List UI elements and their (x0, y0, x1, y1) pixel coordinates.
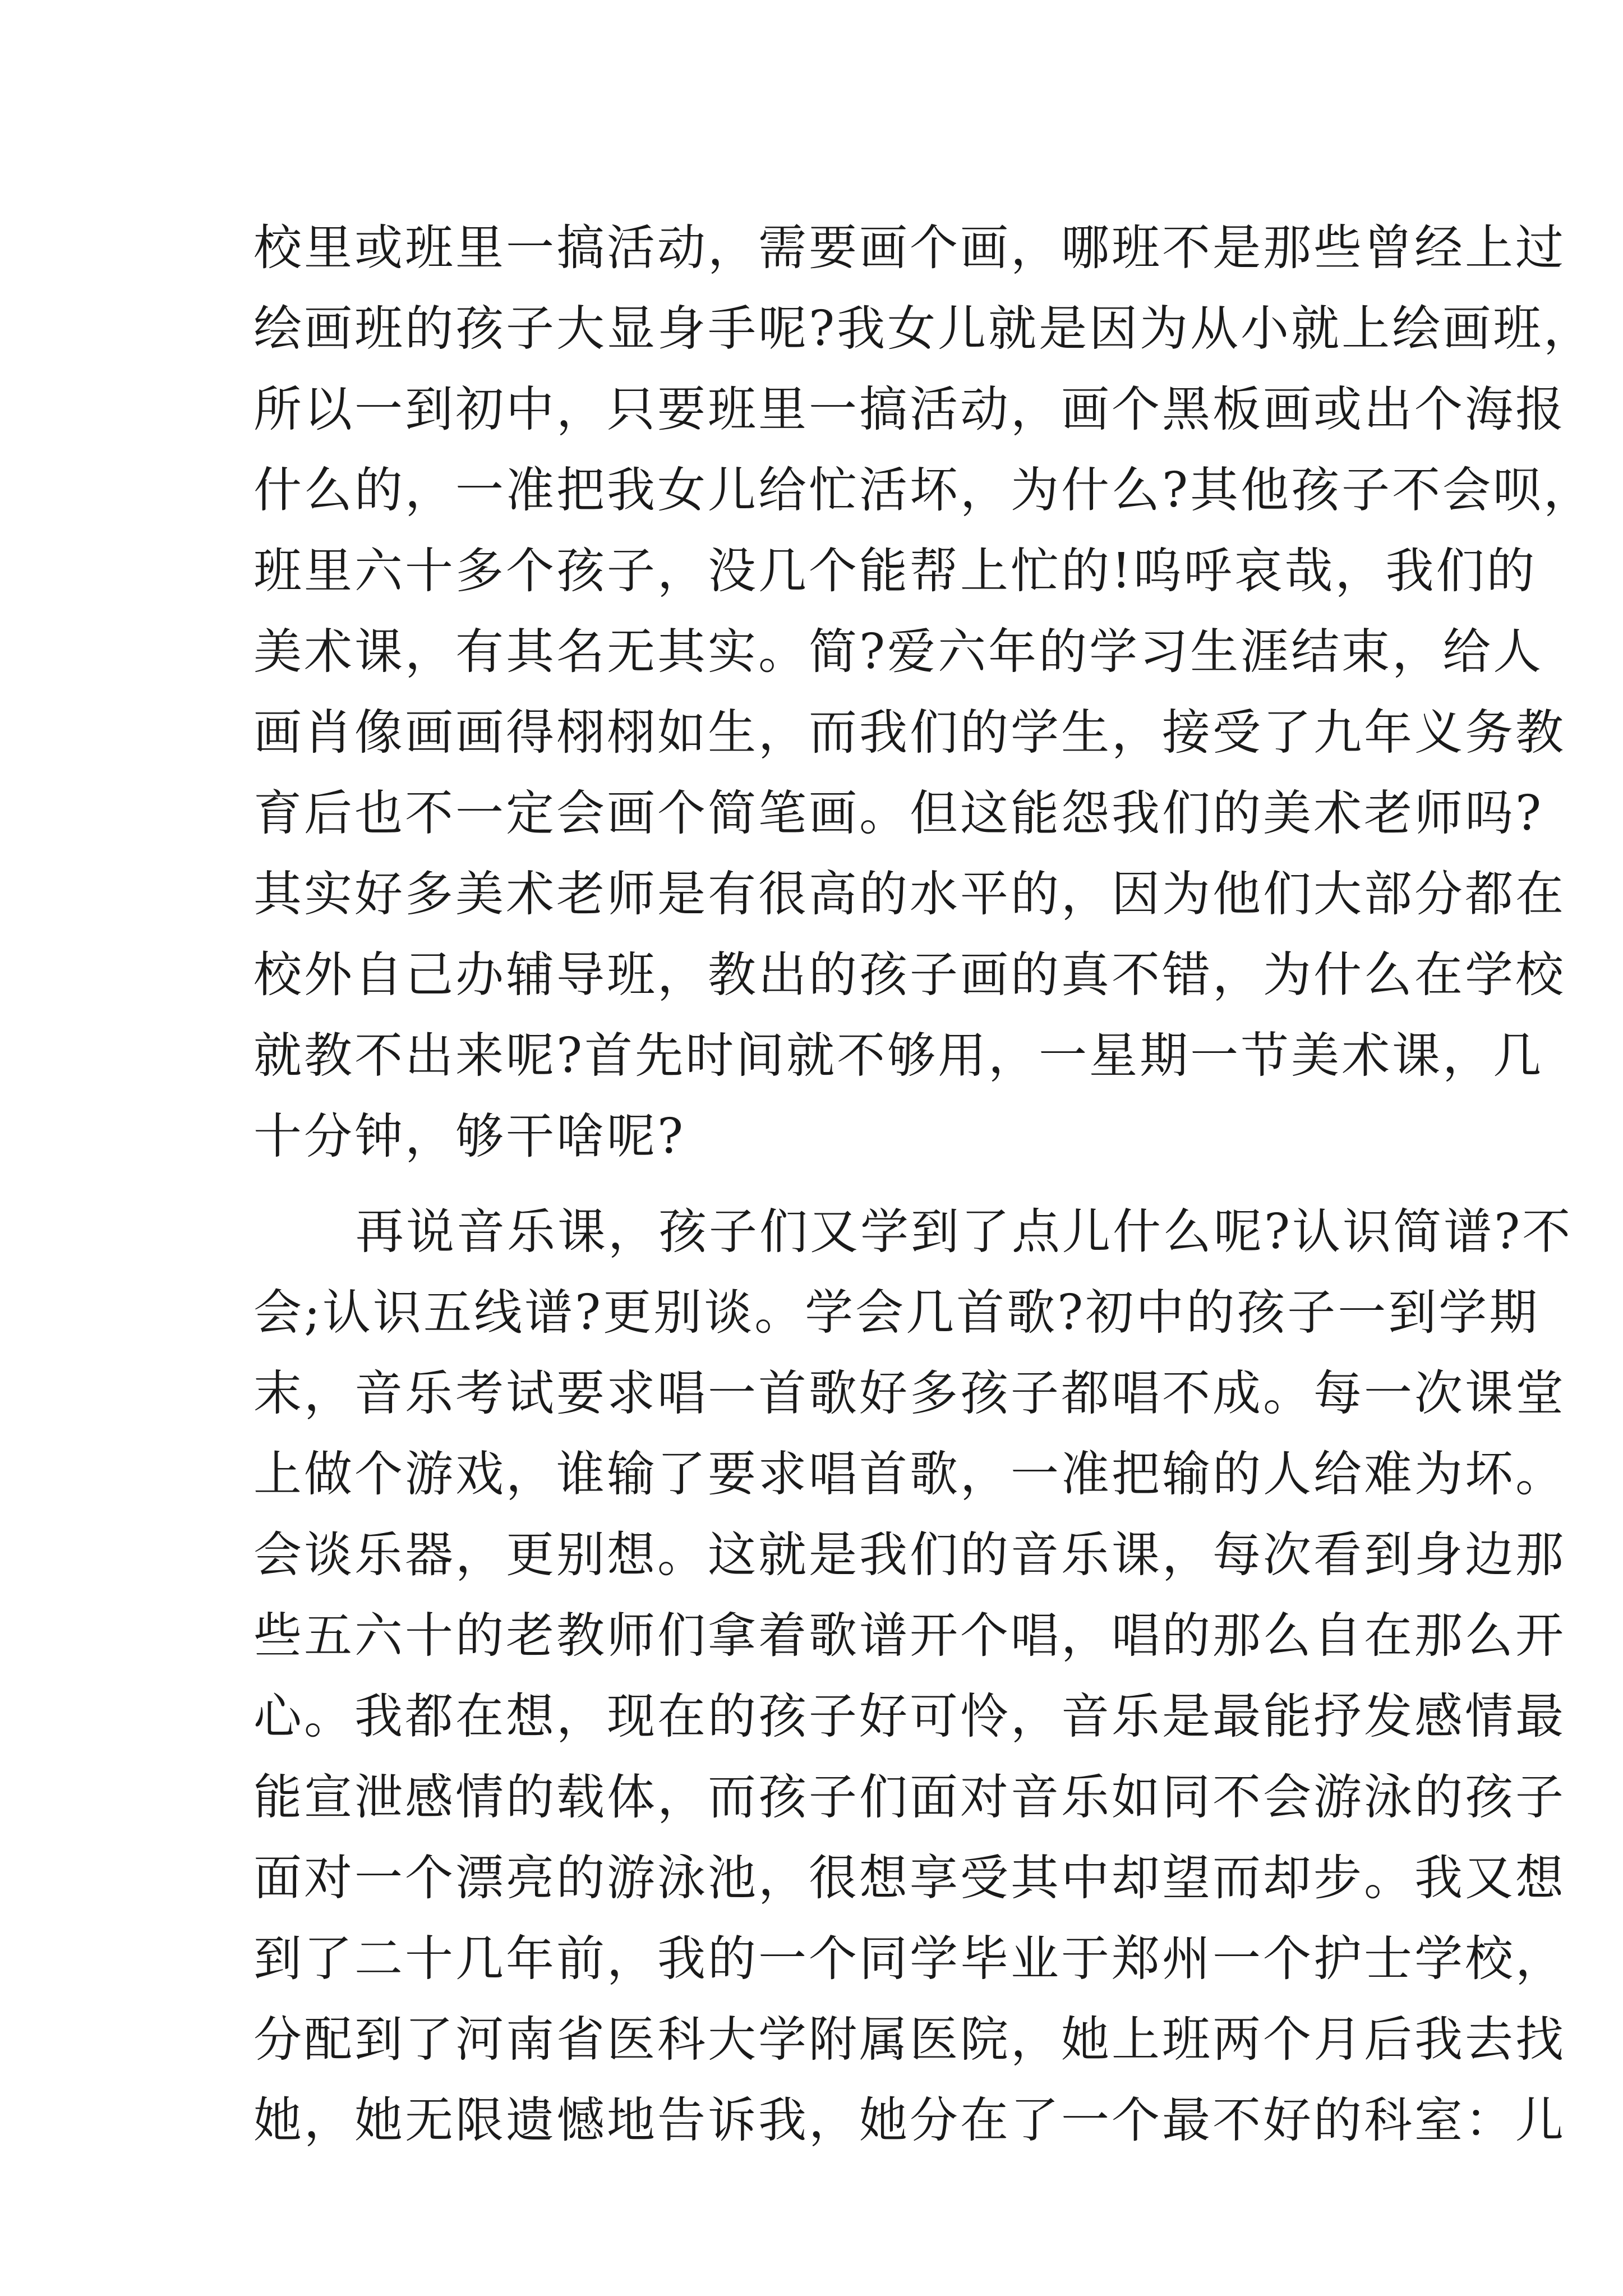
text-line: 十分钟，够干啥呢? (253, 1108, 686, 1165)
paragraph-2 (253, 1191, 1573, 2161)
paragraph-spacing (253, 1177, 1375, 1191)
text-line: 校外自己办辅导班，教出的孩子画的真不错，为什么在学校 (253, 947, 1566, 1003)
text-line: 校里或班里一搞活动，需要画个画，哪班不是那些曾经上过 (253, 220, 1566, 276)
text-line: 画肖像画画得栩栩如生，而我们的学生，接受了九年义务教 (253, 705, 1566, 761)
text-line: 育后也不一定会画个简笔画。但这能怨我们的美术老师吗? (253, 785, 1544, 841)
text-line: 美术课，有其名无其实。简?爱六年的学习生涯结束，给人 (253, 624, 1544, 680)
text-line: 班里六十多个孩子，没几个能帮上忙的!呜呼哀哉，我们的 (253, 543, 1537, 599)
text-line: 分配到了河南省医科大学附属医院，她上班两个月后我去找 (253, 2012, 1566, 2068)
text-line: 末，音乐考试要求唱一首歌好多孩子都唱不成。每一次课堂 (253, 1365, 1566, 1421)
text-line: 绘画班的孩子大显身手呢?我女儿就是因为从小就上绘画班， (253, 301, 1594, 357)
text-line-indented: 再说音乐课，孩子们又学到了点儿什么呢?认识简谱?不 (356, 1204, 1573, 1260)
text-line: 到了二十几年前，我的一个同学毕业于郑州一个护士学校， (253, 1931, 1566, 1987)
paragraph-1 (253, 208, 1594, 1177)
text-line: 她，她无限遗憾地告诉我，她分在了一个最不好的科室：儿 (253, 2092, 1566, 2148)
text-line: 什么的，一准把我女儿给忙活坏，为什么?其他孩子不会呗， (253, 462, 1594, 518)
text-line: 所以一到初中，只要班里一搞活动，画个黑板画或出个海报 (253, 381, 1566, 438)
text-line: 心。我都在想，现在的孩子好可怜，音乐是最能抒发感情最 (253, 1688, 1566, 1745)
text-line: 其实好多美术老师是有很高的水平的，因为他们大部分都在 (253, 866, 1566, 922)
text-line: 能宣泄感情的载体，而孩子们面对音乐如同不会游泳的孩子 (253, 1769, 1566, 1825)
text-line: 会谈乐器，更别想。这就是我们的音乐课，每次看到身边那 (253, 1527, 1566, 1583)
text-line: 会;认识五线谱?更别谈。学会几首歌?初中的孩子一到学期 (253, 1285, 1540, 1341)
text-line: 上做个游戏，谁输了要求唱首歌，一准把输的人给难为坏。 (253, 1446, 1566, 1502)
text-line: 就教不出来呢?首先时间就不够用，一星期一节美术课，几 (253, 1028, 1544, 1084)
body-text (253, 208, 1594, 2161)
text-line: 面对一个漂亮的游泳池，很想享受其中却望而却步。我又想 (253, 1850, 1566, 1906)
text-line: 些五六十的老教师们拿着歌谱开个唱，唱的那么自在那么开 (253, 1608, 1566, 1664)
